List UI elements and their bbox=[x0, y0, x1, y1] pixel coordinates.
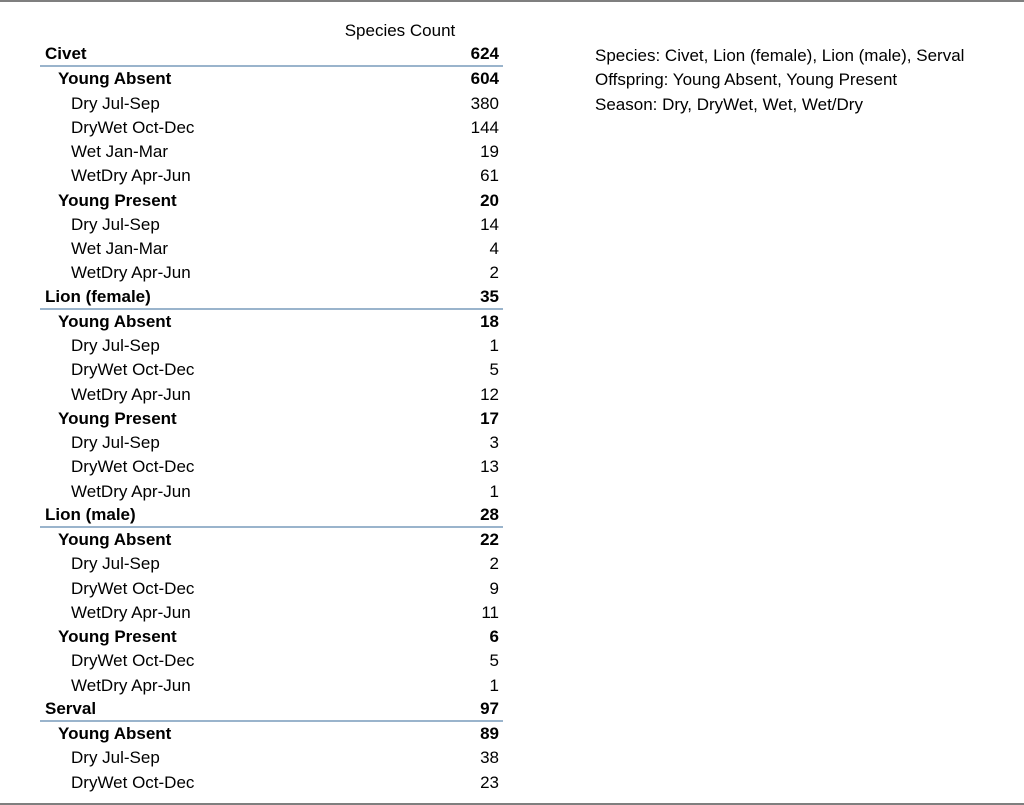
offspring-group-row[interactable] bbox=[40, 722, 503, 746]
species-group-row[interactable] bbox=[40, 43, 503, 67]
column-header-species-count: Species Count bbox=[344, 21, 456, 40]
row-count: 23 bbox=[480, 772, 499, 792]
row-count: 2 bbox=[489, 263, 499, 283]
row-count: 380 bbox=[470, 93, 499, 113]
row-count: 2 bbox=[489, 554, 499, 574]
offspring-group-row[interactable] bbox=[40, 407, 503, 431]
filter-species: Species: Civet, Lion (female), Lion (male), Serval bbox=[595, 46, 965, 65]
row-label: Dry Jul-Sep bbox=[71, 93, 160, 113]
row-label: Young Absent bbox=[58, 311, 172, 331]
row-count: 6 bbox=[489, 627, 499, 647]
row-label: Young Absent bbox=[58, 724, 172, 744]
row-label: Wet Jan-Mar bbox=[71, 239, 168, 259]
row-count: 61 bbox=[480, 166, 499, 186]
pivot-table bbox=[40, 43, 503, 795]
season-row[interactable] bbox=[40, 213, 503, 237]
season-row[interactable] bbox=[40, 383, 503, 407]
species-group-row[interactable] bbox=[40, 698, 503, 722]
top-border bbox=[0, 0, 1024, 2]
offspring-group-row[interactable] bbox=[40, 528, 503, 552]
row-count: 22 bbox=[480, 530, 499, 550]
row-count: 11 bbox=[481, 602, 499, 622]
row-count: 624 bbox=[470, 44, 499, 64]
row-count: 5 bbox=[489, 651, 499, 671]
season-row[interactable] bbox=[40, 674, 503, 698]
season-row[interactable] bbox=[40, 261, 503, 285]
season-row[interactable] bbox=[40, 140, 503, 164]
season-row[interactable] bbox=[40, 116, 503, 140]
row-label: Dry Jul-Sep bbox=[71, 336, 160, 356]
season-row[interactable] bbox=[40, 577, 503, 601]
row-count: 35 bbox=[480, 286, 499, 306]
row-count: 89 bbox=[480, 724, 499, 744]
season-row[interactable] bbox=[40, 92, 503, 116]
filter-offspring: Offspring: Young Absent, Young Present bbox=[595, 70, 898, 90]
row-count: 1 bbox=[489, 481, 499, 501]
species-group-row[interactable] bbox=[40, 504, 503, 528]
row-count: 14 bbox=[480, 214, 499, 234]
season-row[interactable] bbox=[40, 649, 503, 673]
row-label: Wet Jan-Mar bbox=[71, 142, 168, 162]
row-count: 1 bbox=[489, 675, 499, 695]
row-label: Dry Jul-Sep bbox=[71, 433, 160, 453]
season-row[interactable] bbox=[40, 334, 503, 358]
row-label: Young Present bbox=[58, 190, 177, 210]
row-count: 17 bbox=[480, 408, 499, 428]
season-row[interactable] bbox=[40, 552, 503, 576]
row-label: DryWet Oct-Dec bbox=[71, 457, 195, 477]
species-group-row[interactable] bbox=[40, 286, 503, 310]
season-row[interactable] bbox=[40, 480, 503, 504]
season-row[interactable] bbox=[40, 771, 503, 795]
row-count: 28 bbox=[480, 504, 499, 524]
row-label: DryWet Oct-Dec bbox=[71, 117, 195, 137]
row-label: WetDry Apr-Jun bbox=[71, 675, 191, 695]
season-row[interactable] bbox=[40, 455, 503, 479]
row-count: 144 bbox=[470, 117, 499, 137]
row-label: Dry Jul-Sep bbox=[71, 554, 160, 574]
row-label: DryWet Oct-Dec bbox=[71, 578, 195, 598]
row-count: 20 bbox=[480, 190, 499, 210]
season-row[interactable] bbox=[40, 601, 503, 625]
row-count: 12 bbox=[480, 384, 499, 404]
row-label: WetDry Apr-Jun bbox=[71, 166, 191, 186]
row-count: 4 bbox=[489, 239, 499, 259]
row-label: Serval bbox=[45, 698, 97, 718]
season-row[interactable] bbox=[40, 431, 503, 455]
season-row[interactable] bbox=[40, 746, 503, 770]
row-count: 13 bbox=[480, 457, 499, 477]
row-label: Dry Jul-Sep bbox=[71, 214, 160, 234]
row-count: 1 bbox=[489, 336, 499, 356]
row-label: DryWet Oct-Dec bbox=[71, 651, 195, 671]
filter-summary bbox=[595, 44, 964, 117]
row-label: DryWet Oct-Dec bbox=[71, 360, 195, 380]
row-label: DryWet Oct-Dec bbox=[71, 772, 195, 792]
row-label: Young Absent bbox=[58, 69, 172, 89]
row-count: 9 bbox=[489, 578, 499, 598]
row-label: Young Present bbox=[58, 627, 177, 647]
row-label: Young Absent bbox=[58, 530, 172, 550]
row-label: Civet bbox=[45, 44, 87, 64]
row-label: Young Present bbox=[58, 408, 177, 428]
row-count: 18 bbox=[480, 311, 499, 331]
row-label: WetDry Apr-Jun bbox=[71, 263, 191, 283]
row-label: Dry Jul-Sep bbox=[71, 748, 160, 768]
offspring-group-row[interactable] bbox=[40, 67, 503, 91]
row-count: 19 bbox=[480, 142, 499, 162]
row-count: 3 bbox=[489, 433, 499, 453]
offspring-group-row[interactable] bbox=[40, 310, 503, 334]
row-label: WetDry Apr-Jun bbox=[71, 602, 191, 622]
season-row[interactable] bbox=[40, 237, 503, 261]
row-label: Lion (male) bbox=[45, 504, 136, 524]
row-count: 38 bbox=[480, 748, 499, 768]
season-row[interactable] bbox=[40, 358, 503, 382]
row-count: 604 bbox=[470, 69, 499, 89]
row-count: 5 bbox=[489, 360, 499, 380]
row-count: 97 bbox=[480, 698, 499, 718]
filter-season: Season: Dry, DryWet, Wet, Wet/Dry bbox=[595, 94, 863, 114]
row-label: WetDry Apr-Jun bbox=[71, 481, 191, 501]
offspring-group-row[interactable] bbox=[40, 189, 503, 213]
row-label: Lion (female) bbox=[45, 286, 151, 306]
offspring-group-row[interactable] bbox=[40, 625, 503, 649]
season-row[interactable] bbox=[40, 164, 503, 188]
row-label: WetDry Apr-Jun bbox=[71, 384, 191, 404]
